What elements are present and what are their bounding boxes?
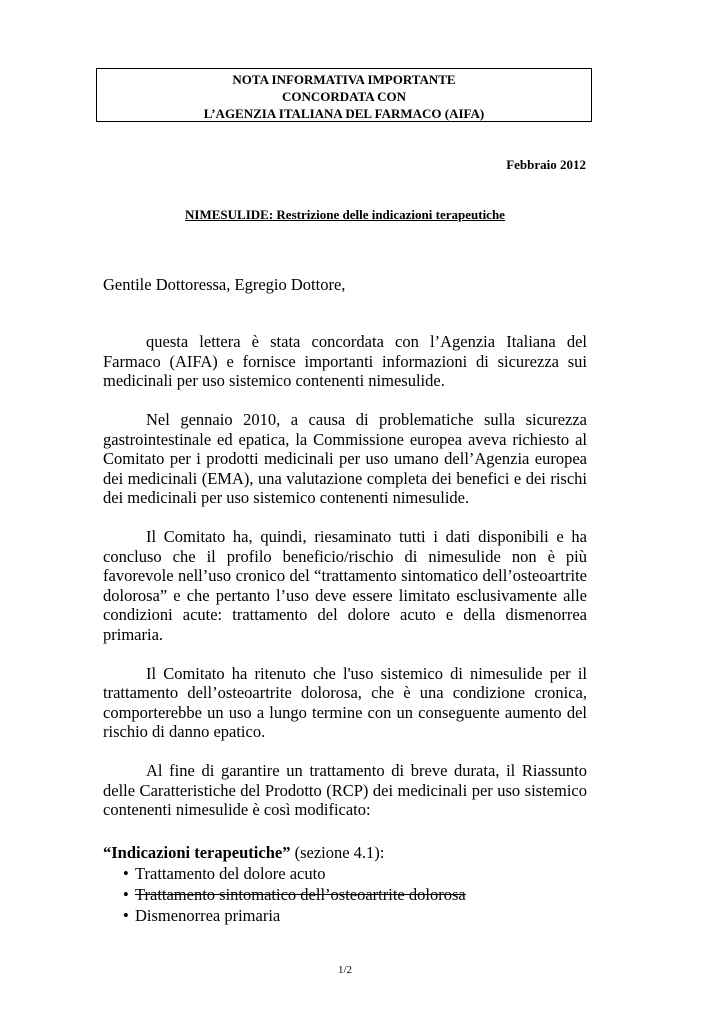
indications-heading bbox=[103, 842, 466, 863]
list-item-struck bbox=[123, 884, 466, 905]
header-line-2: CONCORDATA CON bbox=[281, 89, 407, 104]
indication-text: Trattamento del dolore acuto bbox=[135, 864, 326, 883]
list-item bbox=[123, 905, 466, 926]
subject-line: NIMESULIDE: Restrizione delle indicazioni terapeutiche bbox=[185, 207, 505, 222]
indication-text: Trattamento sintomatico dell’osteoartrite dolorosa bbox=[135, 885, 466, 904]
paragraph-2: Nel gennaio 2010, a causa di problematiche sulla sicurezza gastrointestinale ed epatica, la Commissione europea aveva richiesto al Comitato per i prodotti medicinali per uso umano dell’Agenzia europea dei medicinali (EMA), una valutazione completa dei benefici e dei rischi dei medicinali per uso sistemico contenenti nimesulide. bbox=[103, 410, 587, 507]
indications-list bbox=[103, 863, 466, 926]
header-line-1: NOTA INFORMATIVA IMPORTANTE bbox=[232, 72, 456, 87]
list-item bbox=[123, 863, 466, 884]
letter-body bbox=[103, 332, 587, 839]
paragraph-3: Il Comitato ha, quindi, riesaminato tutti i dati disponibili e ha concluso che il profilo beneficio/rischio di nimesulide non è più favorevole nell’uso cronico del “trattamento sintomatico dell’osteoartrite dolorosa” e che pertanto l’uso deve essere limitato esclusivamente alle condizioni acute: trattamento del dolore acuto e della dismenorrea primaria. bbox=[103, 527, 587, 644]
indication-text: Dismenorrea primaria bbox=[135, 906, 281, 925]
bullet-icon: • bbox=[123, 885, 129, 904]
paragraph-5: Al fine di garantire un trattamento di breve durata, il Riassunto delle Caratteristiche del Prodotto (RCP) dei medicinali per uso sistemico contenenti nimesulide è così modificato: bbox=[103, 761, 587, 819]
paragraph-1: questa lettera è stata concordata con l’Agenzia Italiana del Farmaco (AIFA) e fornisce importanti informazioni di sicurezza sui medicinali per uso sistemico contenenti nimesulide. bbox=[103, 332, 587, 390]
indications-title: “Indicazioni terapeutiche” bbox=[103, 843, 291, 862]
indications-section bbox=[103, 842, 466, 926]
header-box bbox=[96, 68, 592, 122]
page-number: 1/2 bbox=[337, 964, 353, 976]
paragraph-4: Il Comitato ha ritenuto che l'uso sistemico di nimesulide per il trattamento dell’osteoartrite dolorosa, che è una condizione cronica, comporterebbe un uso a lungo termine con un conseguente aumento del rischio di danno epatico. bbox=[103, 663, 587, 741]
header-line-3: L’AGENZIA ITALIANA DEL FARMACO (AIFA) bbox=[203, 106, 485, 121]
indications-section-ref: (sezione 4.1): bbox=[290, 843, 385, 862]
document-date: Febbraio 2012 bbox=[506, 157, 586, 172]
bullet-icon: • bbox=[123, 864, 129, 883]
bullet-icon: • bbox=[123, 906, 129, 925]
greeting: Gentile Dottoressa, Egregio Dottore, bbox=[103, 275, 346, 294]
